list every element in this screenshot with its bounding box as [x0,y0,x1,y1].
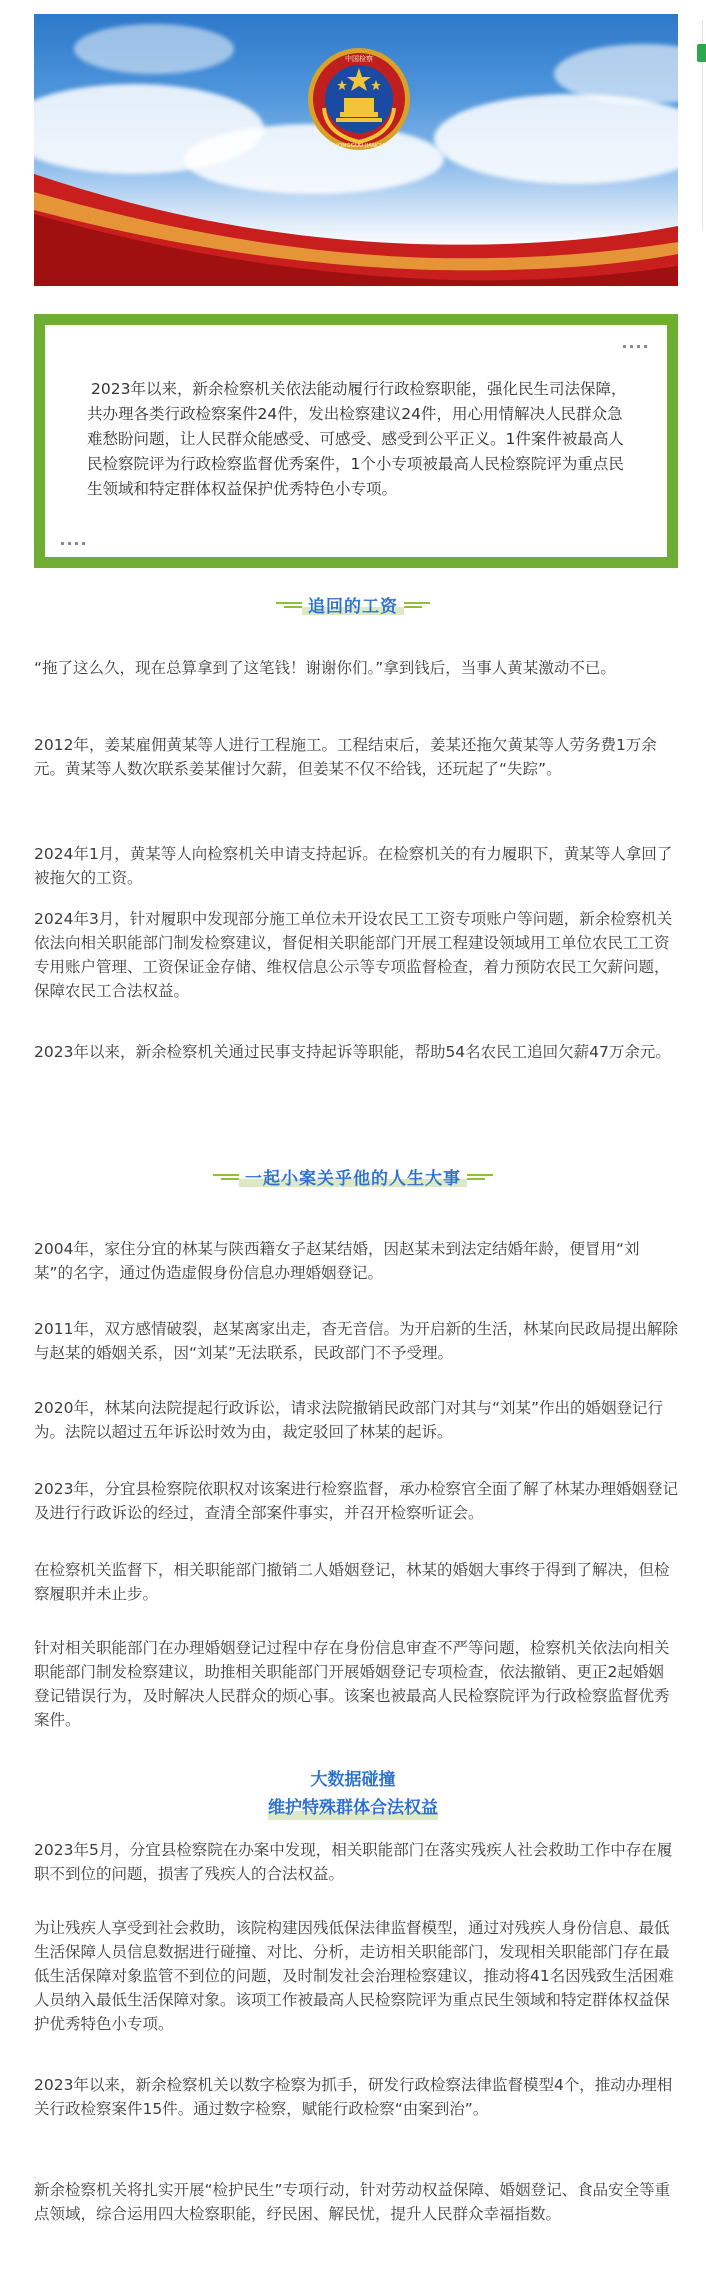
paragraph: 2023年5月，分宜县检察院在办案中发现，相关职能部门在落实残疾人社会救助工作中存在履职不到位的问题，损害了残疾人的合法权益。 [34,1841,673,1883]
dots-decoration [59,530,87,549]
paragraph: 在检察机关监督下，相关职能部门撤销二人婚姻登记，林某的婚姻大事终于得到了解决，但检察履职并未止步。 [34,1561,670,1603]
paragraph: 2024年1月，黄某等人向检察机关申请支持起诉。在检察机关的有力履职下，黄某等人拿回了被拖欠的工资。 [34,845,673,887]
side-float-tab[interactable] [697,44,706,62]
emblem-top-text: 中国检察 [345,55,373,63]
emblem-bottom-text: ZHONGGUO JIANCHA [330,143,388,149]
section-title-line1: 大数据碰撞 [310,1770,396,1790]
procuratorate-emblem [306,46,412,152]
paragraph: 2020年，林某向法院提起行政诉讼，请求法院撤销民政部门对其与“刘某”作出的婚姻登记行为。法院以超过五年诉讼时效为由，裁定驳回了林某的起诉。 [34,1399,664,1441]
paragraph: 为让残疾人享受到社会救助，该院构建因残低保法律监督模型，通过对残疾人身份信息、最低生活保障人员信息数据进行碰撞、对比、分析，走访相关职能部门，发现相关职能部门存在最低生活保障对象监管不到位的问题，及时制发社会治理检察建议，推动将41名因残致生活困难人员纳入最低生活保障对象。该项工作被最高人民检察院评为重点民生领域和特定群体权益保护优秀特色小专项。 [34,1919,674,2033]
paragraph: 2004年，家住分宜的林某与陕西籍女子赵某结婚，因赵某未到法定结婚年龄，便冒用“刘某”的名字，通过伪造虚假身份信息办理婚姻登记。 [34,1240,640,1282]
dots-decoration [621,333,649,352]
paragraph: 2024年3月，针对履职中发现部分施工单位未开设农民工工资专项账户等问题，新余检察机关依法向相关职能部门制发检察建议，督促相关职能部门开展工程建设领域用工单位农民工工资专用账户管理、工资保证金存储、维权信息公示等专项监督检查，着力预防农民工欠薪问题，保障农民工合法权益。 [34,910,673,1000]
title-left-decoration [203,1172,239,1182]
paragraph: 新余检察机关将扎实开展“检护民生”专项行动，针对劳动权益保障、婚姻登记、食品安全等重点领域，综合运用四大检察职能，纾民困、解民忧，提升人民群众幸福指数。 [34,2181,671,2223]
paragraph: 2012年，姜某雇佣黄某等人进行工程施工。工程结束后，姜某还拖欠黄某等人劳务费1万余元。黄某等人数次联系姜某催讨欠薪，但姜某不仅不给钱，还玩起了“失踪”。 [34,736,657,778]
title-right-decoration [467,1172,503,1182]
title-left-decoration [266,600,302,610]
section-title-line2: 维护特殊群体合法权益 [268,1794,438,1822]
paragraph: 2023年以来，新余检察机关通过民事支持起诉等职能，帮助54名农民工追回欠薪47万余元。 [34,1043,671,1061]
paragraph: 针对相关职能部门在办理婚姻登记过程中存在身份信息审查不严等问题，检察机关依法向相关职能部门制发检察建议，助推相关职能部门开展婚姻登记专项检查，依法撤销、更正2起婚姻登记错误行为，及时解决人民群众的烦心事。该案也被最高人民检察院评为行政检察监督优秀案件。 [34,1639,670,1729]
header-banner [34,14,678,286]
intro-inner [45,325,667,557]
intro-box [34,314,678,568]
section-title-wages: 追回的工资 [0,592,706,617]
intro-text: 2023年以来，新余检察机关依法能动履行行政检察职能，强化民生司法保障，共办理各类行政检察案件24件，发出检察建议24件，用心用情解决人民群众急难愁盼问题，让人民群众能感受、可感受、感受到公平正义。1件案件被最高人民检察院评为行政检察监督优秀案件，1个小专项被最高人民检察院评为重点民生领域和特定群体权益保护优秀特色小专项。 [87,380,627,498]
paragraph: 2023年，分宜县检察院依职权对该案进行检察监督，承办检察官全面了解了林某办理婚姻登记及进行行政诉讼的经过，查清全部案件事实，并召开检察听证会。 [34,1480,678,1522]
title-right-decoration [404,600,440,610]
paragraph: 2023年以来，新余检察机关以数字检察为抓手，研发行政检察法律监督模型4个，推动办理相关行政检察案件15件。通过数字检察，赋能行政检察“由案到治”。 [34,2076,673,2118]
paragraph: “拖了这么久，现在总算拿到了这笔钱！谢谢你们。”拿到钱后，当事人黄某激动不已。 [34,659,616,677]
section-title-bigdata [0,1766,706,1822]
section-title-marriage: 一起小案关乎他的人生大事 [0,1164,706,1189]
paragraph: 2011年，双方感情破裂，赵某离家出走，杳无音信。为开启新的生活，林某向民政局提出解除与赵某的婚姻关系，因“刘某”无法联系，民政部门不予受理。 [34,1320,678,1362]
